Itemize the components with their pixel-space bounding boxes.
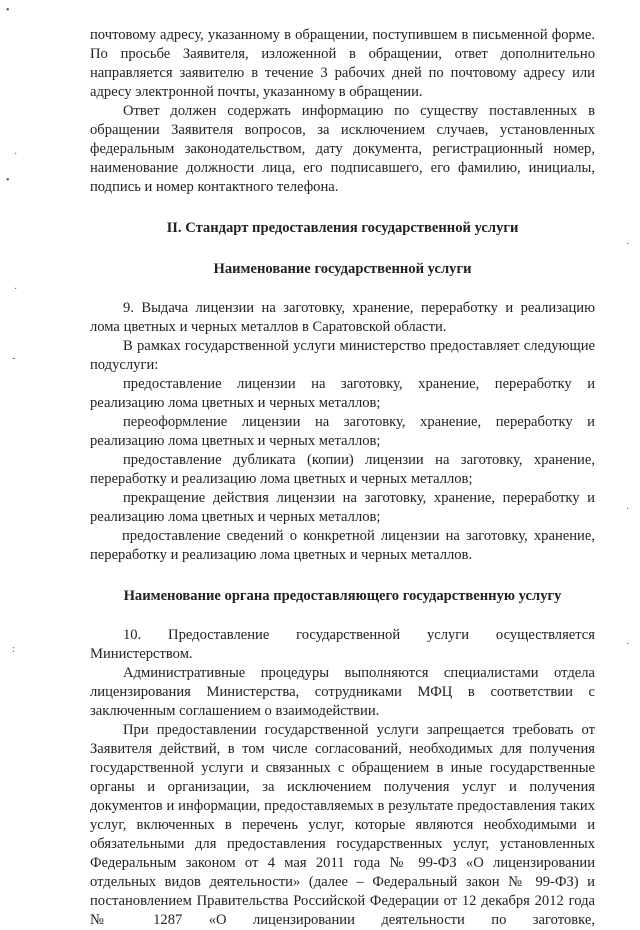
list-item-subservice: предоставление дубликата (копии) лицензии на заготовку, хранение, переработку и реализацию лома цветных и черных металлов; bbox=[90, 452, 595, 487]
scan-speck: • bbox=[6, 175, 10, 186]
paragraph-section-9: 9. Выдача лицензии на заготовку, хранение, переработку и реализацию лома цветных и черных металлов в Саратовской области. bbox=[90, 300, 595, 335]
scan-speck: · bbox=[626, 504, 630, 515]
paragraph-prohibition: При предоставлении государственной услуги запрещается требовать от Заявителя действий, в том числе согласований, необходимых для получения государственной услуги и связанных с обращением в иные государственные органы и организации, за исключением получения услуг и получения документов и информации, предоставляемых в результате предоставления таких услуг, включенных в перечень услуг, которые являются необходимыми и обязательными для предоставления государственных услуг, установленных Федеральным законом от 4 мая 2011 года № 99-ФЗ «О лицензировании отдельных видов деятельности» (далее – Федеральный закон № 99-ФЗ) и постановлением Правительства Российской Федерации от 12 декабря 2012 года № 1287 «О лицензировании деятельности по заготовке, bbox=[90, 722, 595, 928]
subsection-title-service-name: Наименование государственной услуги bbox=[213, 261, 472, 277]
scan-speck: · bbox=[14, 284, 18, 295]
scan-speck: · bbox=[626, 639, 630, 650]
list-item-subservice: переоформление лицензии на заготовку, хранение, переработку и реализацию лома цветных и черных металлов; bbox=[90, 414, 595, 449]
section-title: II. Стандарт предоставления государственной услуги bbox=[166, 220, 519, 236]
scan-speck: : bbox=[12, 644, 15, 655]
paragraph-mail-reply: почтовому адресу, указанному в обращении, поступившем в письменной форме. По просьбе Заявителя, изложенной в обращении, ответ дополнительно направляется заявителю в течение 3 рабочих дней по почтовому адресу или адресу электронной почты, указанному в обращении. bbox=[90, 27, 595, 100]
paragraph-subservices-intro: В рамках государственной услуги министерство предоставляет следующие подуслуги: bbox=[90, 338, 595, 373]
scan-speck: - bbox=[12, 353, 16, 364]
paragraph-reply-content: Ответ должен содержать информацию по существу поставленных в обращении Заявителя вопросов, за исключением случаев, установленных федеральным законодательством, дату документа, регистрационный номер, наименование должности лица, его подписавшего, его фамилию, инициалы, подпись и номер контактного телефона. bbox=[90, 103, 595, 195]
list-item-subservice: предоставление сведений о конкретной лицензии на заготовку, хранение, переработку и реализацию лома цветных и черных металлов. bbox=[90, 528, 595, 563]
list-item-subservice: предоставление лицензии на заготовку, хранение, переработку и реализацию лома цветных и черных металлов; bbox=[90, 376, 595, 411]
subsection-title-authority: Наименование органа предоставляющего государственную услугу bbox=[123, 588, 562, 604]
paragraph-section-10: 10. Предоставление государственной услуги осуществляется Министерством. bbox=[90, 627, 595, 662]
document-body bbox=[90, 26, 595, 930]
scan-speck: · bbox=[626, 239, 630, 250]
list-item-subservice: прекращение действия лицензии на заготовку, хранение, переработку и реализацию лома цветных и черных металлов; bbox=[90, 490, 595, 525]
scan-speck: · bbox=[14, 149, 18, 160]
scan-speck: • bbox=[6, 5, 10, 16]
paragraph-procedures: Административные процедуры выполняются специалистами отдела лицензирования Министерства, сотрудниками МФЦ в соответствии с заключенным соглашением о взаимодействии. bbox=[90, 665, 595, 719]
